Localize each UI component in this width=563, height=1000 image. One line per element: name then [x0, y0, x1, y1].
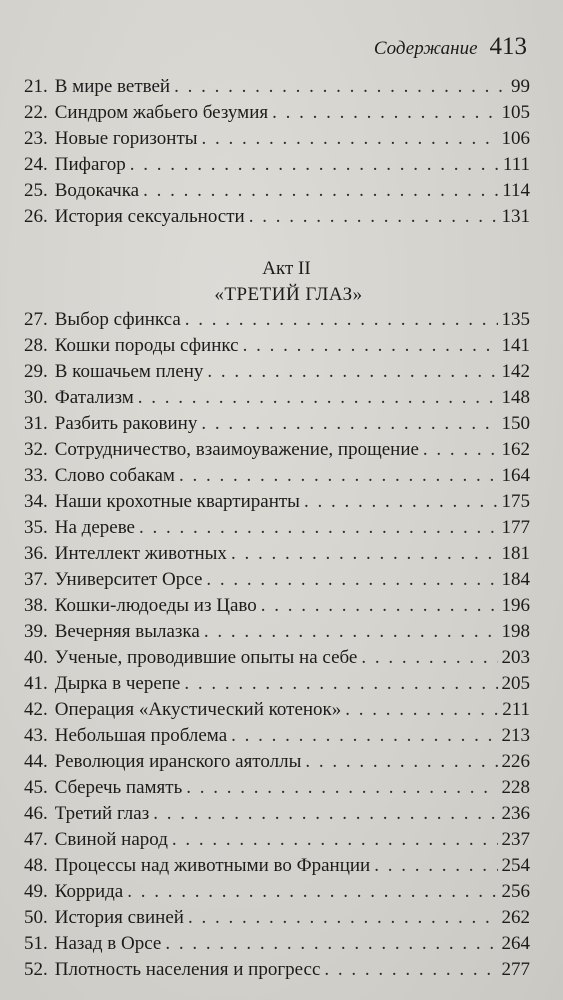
- toc-section-one: [24, 74, 530, 230]
- toc-entry-page: 262: [501, 907, 530, 928]
- toc-entry-page: 114: [502, 180, 530, 201]
- toc-entry-page: 203: [501, 647, 530, 668]
- toc-entry-title: В мире ветвей: [54, 76, 171, 97]
- dot-leader: [130, 152, 499, 178]
- toc-entry-title: Интеллект животных: [54, 543, 227, 564]
- toc-entry-title: Пифагор: [54, 154, 126, 175]
- toc-entry-number: 30.: [24, 387, 48, 408]
- toc-entry-number: 27.: [24, 309, 48, 330]
- dot-leader: [186, 775, 497, 801]
- toc-entry-title: Водокачка: [54, 180, 140, 201]
- dot-leader: [172, 827, 498, 853]
- toc-entry-page: 181: [501, 543, 530, 564]
- toc-entry-page: 162: [501, 439, 530, 460]
- toc-entry-title: Сберечь память: [54, 777, 183, 798]
- act-label: Акт II: [262, 258, 311, 279]
- toc-entry-page: 175: [501, 491, 530, 512]
- toc-entry: [24, 749, 530, 775]
- dot-leader: [423, 437, 498, 463]
- toc-entry-number: 22.: [24, 102, 48, 123]
- dot-leader: [231, 541, 498, 567]
- dot-leader: [138, 385, 498, 411]
- toc-entry-page: 236: [501, 803, 530, 824]
- dot-leader: [206, 567, 497, 593]
- dot-leader: [143, 178, 498, 204]
- dot-leader: [231, 723, 497, 749]
- toc-entry-page: 196: [501, 595, 530, 616]
- toc-entry-number: 24.: [24, 154, 48, 175]
- toc-entry-number: 42.: [24, 699, 48, 720]
- toc-entry: [24, 905, 530, 931]
- dot-leader: [204, 619, 498, 645]
- toc-entry: [24, 853, 530, 879]
- dot-leader: [184, 671, 497, 697]
- toc-entry-page: 141: [501, 335, 530, 356]
- toc-entry-title: Ученые, проводившие опыты на себе: [54, 647, 358, 668]
- toc-entry-number: 47.: [24, 829, 48, 850]
- toc-entry-number: 46.: [24, 803, 48, 824]
- dot-leader: [324, 957, 497, 983]
- toc-entry-title: Вечерняя вылазка: [54, 621, 200, 642]
- toc-entry: [24, 385, 530, 411]
- toc-entry-page: 237: [501, 829, 530, 850]
- toc-entry-title: Третий глаз: [54, 803, 150, 824]
- toc-entry-number: 43.: [24, 725, 48, 746]
- toc-entry-title: Революция иранского аятоллы: [54, 751, 302, 772]
- toc-entry-title: В кошачьем плену: [54, 361, 204, 382]
- toc-entry: [24, 489, 530, 515]
- page-number: 413: [489, 33, 527, 60]
- toc-entry-title: Коррида: [54, 881, 124, 902]
- toc-entry: [24, 204, 530, 230]
- toc-entry-title: Процессы над животными во Франции: [54, 855, 371, 876]
- toc-entry-page: 99: [511, 76, 530, 97]
- toc-entry-title: Наши крохотные квартиранты: [54, 491, 300, 512]
- toc-entry-number: 34.: [24, 491, 48, 512]
- toc-entry-number: 31.: [24, 413, 48, 434]
- toc-entry-page: 131: [501, 206, 530, 227]
- toc-entry-title: Операция «Акустический котенок»: [54, 699, 342, 720]
- toc-entry-page: 226: [501, 751, 530, 772]
- dot-leader: [345, 697, 498, 723]
- toc-entry-title: Небольшая проблема: [54, 725, 228, 746]
- toc-entry-number: 25.: [24, 180, 48, 201]
- toc-entry-number: 32.: [24, 439, 48, 460]
- dot-leader: [165, 931, 497, 957]
- toc-entry-page: 277: [501, 959, 530, 980]
- toc-entry: [24, 307, 530, 333]
- toc-entry: [24, 593, 530, 619]
- dot-leader: [202, 126, 498, 152]
- dot-leader: [243, 333, 498, 359]
- running-title: Содержание: [373, 38, 478, 59]
- toc-entry-page: 264: [501, 933, 530, 954]
- toc-entry-title: Выбор сфинкса: [54, 309, 181, 330]
- toc-entry-title: Назад в Орсе: [54, 933, 162, 954]
- toc-entry-number: 48.: [24, 855, 48, 876]
- toc-entry: [24, 697, 530, 723]
- toc-entry-page: 177: [501, 517, 530, 538]
- dot-leader: [185, 307, 498, 333]
- toc-entry-number: 36.: [24, 543, 48, 564]
- toc-entry-number: 26.: [24, 206, 48, 227]
- toc-entry-title: Фатализм: [54, 387, 134, 408]
- toc-entry-page: 135: [501, 309, 530, 330]
- dot-leader: [174, 74, 507, 100]
- toc-entry-title: Слово собакам: [54, 465, 175, 486]
- act-heading: [0, 256, 563, 308]
- toc-entry-page: 213: [501, 725, 530, 746]
- dot-leader: [305, 749, 497, 775]
- toc-entry-title: Кошки породы сфинкс: [54, 335, 239, 356]
- toc-entry-page: 228: [501, 777, 530, 798]
- toc-entry-page: 148: [501, 387, 530, 408]
- dot-leader: [201, 411, 497, 437]
- dot-leader: [261, 593, 498, 619]
- toc-entry-title: Университет Орсе: [54, 569, 203, 590]
- toc-entry-page: 105: [501, 102, 530, 123]
- toc-entry-title: На дереве: [54, 517, 135, 538]
- toc-entry: [24, 515, 530, 541]
- dot-leader: [139, 515, 498, 541]
- toc-entry-page: 211: [502, 699, 530, 720]
- toc-entry: [24, 100, 530, 126]
- dot-leader: [153, 801, 497, 827]
- toc-entry-number: 21.: [24, 76, 48, 97]
- toc-entry: [24, 619, 530, 645]
- toc-entry-page: 150: [501, 413, 530, 434]
- dot-leader: [249, 204, 498, 230]
- toc-entry-number: 39.: [24, 621, 48, 642]
- toc-entry: [24, 879, 530, 905]
- toc-entry-number: 37.: [24, 569, 48, 590]
- toc-entry: [24, 827, 530, 853]
- toc-entry: [24, 541, 530, 567]
- toc-entry-page: 164: [501, 465, 530, 486]
- toc-entry: [24, 775, 530, 801]
- toc-entry-number: 38.: [24, 595, 48, 616]
- dot-leader: [374, 853, 497, 879]
- toc-entry-title: Разбить раковину: [54, 413, 198, 434]
- toc-entry-number: 45.: [24, 777, 48, 798]
- toc-entry: [24, 931, 530, 957]
- toc-entry-page: 198: [501, 621, 530, 642]
- dot-leader: [304, 489, 498, 515]
- toc-entry-page: 111: [502, 154, 530, 175]
- toc-entry-title: Свиной народ: [54, 829, 168, 850]
- toc-entry-page: 106: [501, 128, 530, 149]
- toc-entry-number: 33.: [24, 465, 48, 486]
- toc-entry-title: Кошки-людоеды из Цаво: [54, 595, 257, 616]
- toc-entry-number: 29.: [24, 361, 48, 382]
- toc-entry-number: 23.: [24, 128, 48, 149]
- toc-entry: [24, 359, 530, 385]
- running-header: [374, 33, 527, 61]
- toc-entry-page: 254: [501, 855, 530, 876]
- toc-entry: [24, 645, 530, 671]
- toc-entry-number: 50.: [24, 907, 48, 928]
- toc-entry-number: 35.: [24, 517, 48, 538]
- toc-entry-number: 44.: [24, 751, 48, 772]
- toc-entry-page: 184: [501, 569, 530, 590]
- toc-entry-title: Новые горизонты: [54, 128, 198, 149]
- toc-entry-number: 52.: [24, 959, 48, 980]
- toc-entry: [24, 74, 530, 100]
- dot-leader: [127, 879, 497, 905]
- toc-entry-page: 205: [501, 673, 530, 694]
- toc-entry: [24, 178, 530, 204]
- toc-section-two: [24, 307, 530, 983]
- toc-entry-page: 142: [501, 361, 530, 382]
- dot-leader: [188, 905, 498, 931]
- toc-entry: [24, 437, 530, 463]
- toc-entry-number: 40.: [24, 647, 48, 668]
- toc-entry: [24, 152, 530, 178]
- dot-leader: [272, 100, 497, 126]
- toc-entry: [24, 411, 530, 437]
- toc-entry: [24, 567, 530, 593]
- toc-entry-number: 51.: [24, 933, 48, 954]
- dot-leader: [207, 359, 497, 385]
- toc-entry-title: История свиней: [54, 907, 184, 928]
- dot-leader: [361, 645, 497, 671]
- toc-entry: [24, 957, 530, 983]
- toc-entry: [24, 126, 530, 152]
- toc-entry-page: 256: [501, 881, 530, 902]
- toc-entry-number: 28.: [24, 335, 48, 356]
- toc-entry: [24, 723, 530, 749]
- toc-entry-title: Плотность населения и прогресс: [54, 959, 321, 980]
- toc-entry-title: История сексуальности: [54, 206, 245, 227]
- toc-entry-title: Дырка в черепе: [54, 673, 181, 694]
- toc-entry: [24, 333, 530, 359]
- toc-entry-number: 49.: [24, 881, 48, 902]
- dot-leader: [179, 463, 498, 489]
- toc-entry: [24, 671, 530, 697]
- toc-entry: [24, 801, 530, 827]
- toc-entry: [24, 463, 530, 489]
- toc-entry-number: 41.: [24, 673, 48, 694]
- act-title: «ТРЕТИЙ ГЛАЗ»: [214, 284, 363, 305]
- toc-entry-title: Синдром жабьего безумия: [54, 102, 269, 123]
- toc-entry-title: Сотрудничество, взаимоуважение, прощение: [54, 439, 419, 460]
